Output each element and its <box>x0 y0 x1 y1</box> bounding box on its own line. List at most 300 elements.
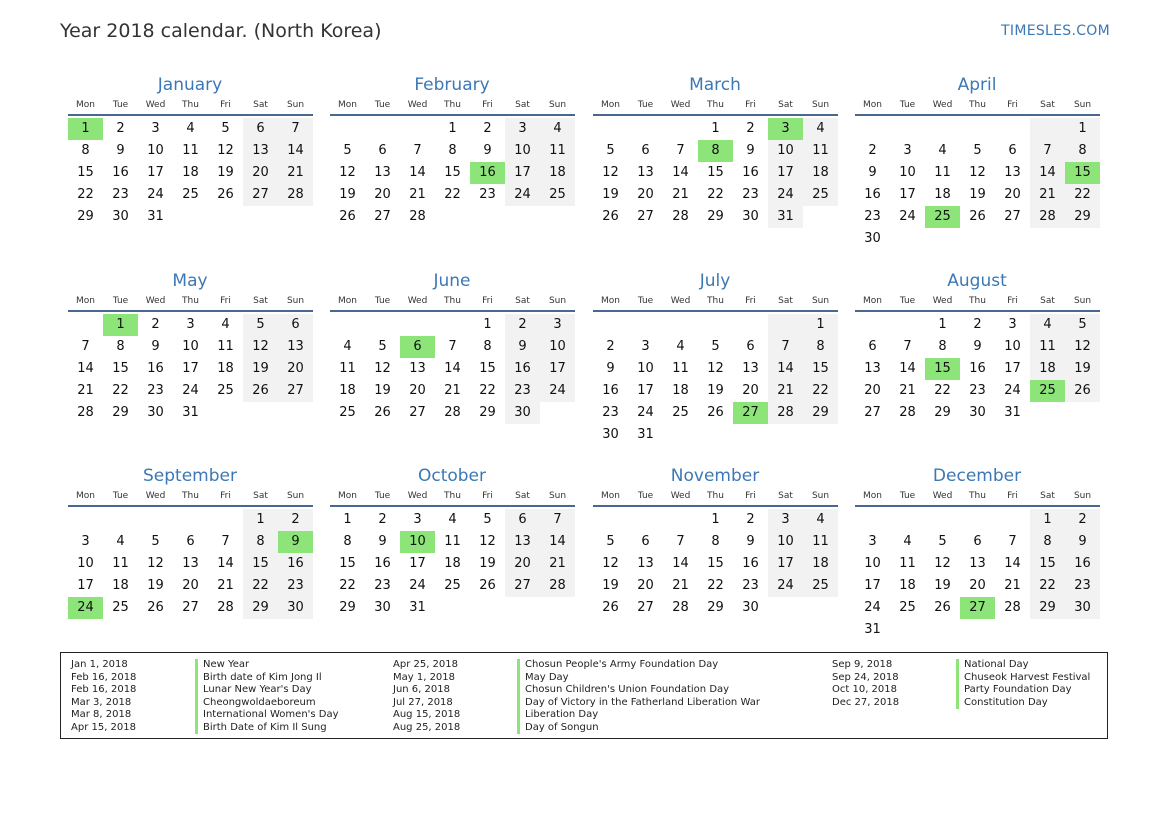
legend-date: Jun 6, 2018 <box>393 684 450 695</box>
month-name: November <box>670 466 760 486</box>
empty-cell <box>890 509 925 531</box>
day-cell: 22 <box>444 187 461 202</box>
day-cell: 13 <box>864 361 881 376</box>
day-cell: 31 <box>147 209 164 224</box>
legend-date: Jul 27, 2018 <box>393 696 453 708</box>
day-cell: 11 <box>803 140 838 162</box>
empty-cell <box>925 118 960 140</box>
empty-cell <box>960 118 995 140</box>
legend-date: Oct 10, 2018 <box>832 684 897 695</box>
weekday-label: Sun <box>1073 100 1092 110</box>
day-cell: 13 <box>374 165 391 180</box>
weekday-label: Thu <box>182 100 199 110</box>
day-cell: 12 <box>147 556 164 571</box>
holiday-day-cell: 1 <box>103 314 138 336</box>
day-cell: 30 <box>278 597 313 619</box>
day-cell: 7 <box>676 143 685 158</box>
day-cell: 20 <box>864 383 881 398</box>
day-cell: 23 <box>969 383 986 398</box>
legend-row <box>71 697 339 710</box>
day-cell: 21 <box>672 187 689 202</box>
weekday-label: Mon <box>863 296 882 306</box>
weekday-header <box>855 296 1100 312</box>
weekday-label: Fri <box>482 100 493 110</box>
weekday-label: Sun <box>811 491 830 501</box>
day-cell: 10 <box>768 140 803 162</box>
day-cell: 29 <box>803 402 838 424</box>
day-cell: 19 <box>934 578 951 593</box>
empty-cell <box>995 118 1030 140</box>
empty-cell <box>925 509 960 531</box>
day-cell: 23 <box>278 575 313 597</box>
day-cell: 28 <box>77 405 94 420</box>
legend-row <box>71 672 339 685</box>
legend-holiday-name: Chuseok Harvest Festival <box>956 672 1090 685</box>
day-cell: 2 <box>505 314 540 336</box>
weekday-header <box>330 296 575 312</box>
day-cell: 23 <box>505 380 540 402</box>
day-cell: 13 <box>969 556 986 571</box>
weekday-label: Tue <box>374 491 391 501</box>
month-name: October <box>417 466 487 486</box>
day-cell: 26 <box>147 600 164 615</box>
day-cell: 29 <box>707 600 724 615</box>
weekday-label: Mon <box>76 100 95 110</box>
day-cell: 22 <box>803 380 838 402</box>
empty-cell <box>663 314 698 336</box>
day-cell: 25 <box>672 405 689 420</box>
weekday-label: Wed <box>407 296 428 306</box>
month-january <box>68 74 313 228</box>
day-cell: 10 <box>77 556 94 571</box>
day-cell: 17 <box>768 162 803 184</box>
legend-holiday-name: Constitution Day <box>956 697 1048 710</box>
day-cell: 15 <box>479 361 496 376</box>
weekday-label: Wed <box>145 296 166 306</box>
day-cell: 9 <box>1065 531 1100 553</box>
weekday-label: Thu <box>444 100 461 110</box>
month-march <box>593 74 838 228</box>
day-cell: 14 <box>278 140 313 162</box>
legend-date: Aug 25, 2018 <box>393 721 461 733</box>
day-cell: 19 <box>147 578 164 593</box>
day-cell: 17 <box>540 358 575 380</box>
weekday-label: Tue <box>374 100 391 110</box>
day-cell: 15 <box>243 553 278 575</box>
day-cell: 7 <box>448 339 457 354</box>
day-cell: 7 <box>278 118 313 140</box>
day-cell: 16 <box>278 553 313 575</box>
day-cell: 26 <box>1065 380 1100 402</box>
empty-cell <box>960 509 995 531</box>
day-cell: 1 <box>711 512 720 527</box>
day-cell: 22 <box>479 383 496 398</box>
day-cell: 29 <box>77 209 94 224</box>
weekday-header <box>593 296 838 312</box>
weekday-label: Sat <box>515 491 530 501</box>
day-cell: 21 <box>409 187 426 202</box>
day-cell: 29 <box>479 405 496 420</box>
day-cell: 3 <box>186 317 195 332</box>
day-cell: 24 <box>409 578 426 593</box>
day-cell: 27 <box>637 209 654 224</box>
day-cell: 28 <box>1004 600 1021 615</box>
day-cell: 27 <box>864 405 881 420</box>
holiday-day-cell: 8 <box>698 140 733 162</box>
day-cell: 28 <box>540 575 575 597</box>
day-cell: 25 <box>803 575 838 597</box>
weekday-label: Mon <box>863 100 882 110</box>
weekday-label: Fri <box>220 296 231 306</box>
weekday-label: Sat <box>778 491 793 501</box>
day-cell: 22 <box>1065 184 1100 206</box>
day-cell: 5 <box>221 121 230 136</box>
day-cell: 11 <box>540 140 575 162</box>
day-cell: 29 <box>243 597 278 619</box>
weekday-label: Thu <box>707 491 724 501</box>
month-december <box>855 465 1100 641</box>
weekday-label: Thu <box>182 296 199 306</box>
legend-row <box>71 709 339 722</box>
holiday-day-cell: 25 <box>925 206 960 228</box>
weekday-label: Sat <box>253 100 268 110</box>
day-cell: 28 <box>217 600 234 615</box>
day-cell: 27 <box>182 600 199 615</box>
empty-cell <box>208 509 243 531</box>
month-september <box>68 465 313 619</box>
day-cell: 18 <box>672 383 689 398</box>
weekday-label: Mon <box>601 296 620 306</box>
day-cell: 28 <box>899 405 916 420</box>
day-cell: 4 <box>903 534 912 549</box>
legend-row <box>71 722 339 735</box>
day-cell: 21 <box>217 578 234 593</box>
day-cell: 25 <box>444 578 461 593</box>
weekday-header <box>855 491 1100 507</box>
day-cell: 12 <box>969 165 986 180</box>
legend-date: May 1, 2018 <box>393 671 456 683</box>
day-cell: 9 <box>746 534 755 549</box>
day-cell: 20 <box>243 162 278 184</box>
day-cell: 18 <box>899 578 916 593</box>
holiday-day-cell: 27 <box>960 597 995 619</box>
day-cell: 30 <box>864 231 881 246</box>
day-cell: 31 <box>637 427 654 442</box>
empty-cell <box>330 314 365 336</box>
day-grid <box>855 314 1100 424</box>
brand-link[interactable]: TIMESLES.COM <box>1001 23 1110 39</box>
empty-cell <box>628 118 663 140</box>
day-cell: 12 <box>243 336 278 358</box>
empty-cell <box>663 118 698 140</box>
day-cell: 15 <box>707 165 724 180</box>
day-cell: 17 <box>864 578 881 593</box>
holiday-day-cell: 27 <box>733 402 768 424</box>
day-cell: 18 <box>540 162 575 184</box>
day-cell: 7 <box>413 143 422 158</box>
day-cell: 11 <box>112 556 129 571</box>
month-may <box>68 270 313 424</box>
weekday-label: Tue <box>637 296 654 306</box>
day-cell: 28 <box>768 402 803 424</box>
day-cell: 2 <box>151 317 160 332</box>
day-cell: 27 <box>374 209 391 224</box>
day-cell: 14 <box>409 165 426 180</box>
day-cell: 29 <box>112 405 129 420</box>
empty-cell <box>103 509 138 531</box>
day-cell: 14 <box>217 556 234 571</box>
day-cell: 15 <box>1030 553 1065 575</box>
day-cell: 2 <box>116 121 125 136</box>
weekday-header <box>593 491 838 507</box>
day-cell: 20 <box>742 383 759 398</box>
empty-cell <box>593 509 628 531</box>
weekday-label: Fri <box>745 491 756 501</box>
day-cell: 17 <box>1004 361 1021 376</box>
legend-row <box>393 672 760 685</box>
day-cell: 27 <box>243 184 278 206</box>
day-grid <box>68 509 313 619</box>
weekday-label: Thu <box>969 491 986 501</box>
day-cell: 8 <box>448 143 457 158</box>
day-cell: 9 <box>483 143 492 158</box>
day-cell: 21 <box>899 383 916 398</box>
day-cell: 19 <box>479 556 496 571</box>
day-cell: 5 <box>483 512 492 527</box>
day-cell: 23 <box>147 383 164 398</box>
day-cell: 17 <box>77 578 94 593</box>
day-cell: 5 <box>606 534 615 549</box>
empty-cell <box>68 314 103 336</box>
day-grid <box>330 314 575 424</box>
day-cell: 3 <box>413 512 422 527</box>
weekday-label: Sat <box>778 100 793 110</box>
day-cell: 16 <box>602 383 619 398</box>
weekday-label: Thu <box>707 100 724 110</box>
day-cell: 18 <box>112 578 129 593</box>
weekday-label: Thu <box>969 100 986 110</box>
legend-date: Feb 16, 2018 <box>71 671 137 683</box>
day-cell: 21 <box>77 383 94 398</box>
empty-cell <box>628 509 663 531</box>
legend-date: Apr 25, 2018 <box>393 659 459 670</box>
weekday-label: Mon <box>863 491 882 501</box>
day-cell: 14 <box>540 531 575 553</box>
day-cell: 1 <box>343 512 352 527</box>
day-cell: 24 <box>505 184 540 206</box>
day-cell: 4 <box>1030 314 1065 336</box>
day-cell: 16 <box>374 556 391 571</box>
weekday-label: Mon <box>76 296 95 306</box>
empty-cell <box>698 314 733 336</box>
day-cell: 4 <box>938 143 947 158</box>
legend-holiday-name: New Year <box>195 659 249 672</box>
day-cell: 23 <box>479 187 496 202</box>
day-cell: 15 <box>803 358 838 380</box>
month-name: September <box>143 466 237 486</box>
day-cell: 24 <box>540 380 575 402</box>
legend-holiday-name: Birth Date of Kim Il Sung <box>195 722 327 735</box>
holiday-day-cell: 1 <box>68 118 103 140</box>
day-cell: 13 <box>637 165 654 180</box>
day-cell: 5 <box>711 339 720 354</box>
day-cell: 6 <box>641 143 650 158</box>
day-cell: 11 <box>672 361 689 376</box>
legend-row <box>393 709 760 722</box>
day-cell: 8 <box>81 143 90 158</box>
weekday-label: Wed <box>932 100 953 110</box>
month-name: May <box>172 271 208 291</box>
day-cell: 30 <box>505 402 540 424</box>
day-cell: 4 <box>803 509 838 531</box>
day-cell: 1 <box>243 509 278 531</box>
weekday-header <box>68 296 313 312</box>
day-cell: 10 <box>864 556 881 571</box>
weekday-label: Sat <box>1040 491 1055 501</box>
weekday-label: Tue <box>374 296 391 306</box>
day-cell: 24 <box>864 600 881 615</box>
day-grid <box>855 118 1100 250</box>
day-grid <box>855 509 1100 641</box>
weekday-label: Fri <box>220 100 231 110</box>
day-cell: 26 <box>707 405 724 420</box>
empty-cell <box>138 509 173 531</box>
weekday-label: Fri <box>1007 296 1018 306</box>
day-cell: 11 <box>1030 336 1065 358</box>
empty-cell <box>173 509 208 531</box>
legend-holiday-name: Cheongwoldaeboreum <box>195 697 316 710</box>
weekday-header <box>593 100 838 116</box>
day-cell: 7 <box>768 336 803 358</box>
holiday-day-cell: 9 <box>278 531 313 553</box>
day-cell: 24 <box>147 187 164 202</box>
day-cell: 28 <box>444 405 461 420</box>
weekday-label: Sun <box>286 296 305 306</box>
day-cell: 12 <box>707 361 724 376</box>
weekday-label: Sun <box>811 100 830 110</box>
weekday-label: Wed <box>145 491 166 501</box>
day-grid <box>593 314 838 446</box>
legend-holiday-name: Lunar New Year's Day <box>195 684 312 697</box>
day-cell: 10 <box>147 143 164 158</box>
legend-date: Sep 24, 2018 <box>832 671 899 683</box>
day-cell: 19 <box>602 578 619 593</box>
day-cell: 24 <box>637 405 654 420</box>
day-cell: 3 <box>768 509 803 531</box>
day-cell: 23 <box>602 405 619 420</box>
weekday-label: Tue <box>637 491 654 501</box>
day-cell: 13 <box>742 361 759 376</box>
weekday-label: Sun <box>286 100 305 110</box>
empty-cell <box>400 118 435 140</box>
day-cell: 30 <box>742 600 759 615</box>
weekday-label: Mon <box>601 491 620 501</box>
day-cell: 1 <box>938 317 947 332</box>
day-cell: 14 <box>672 556 689 571</box>
day-cell: 5 <box>378 339 387 354</box>
weekday-label: Sat <box>515 296 530 306</box>
day-cell: 11 <box>803 531 838 553</box>
day-cell: 12 <box>602 556 619 571</box>
day-cell: 13 <box>1004 165 1021 180</box>
holiday-day-cell: 3 <box>768 118 803 140</box>
weekday-label: Sun <box>548 491 567 501</box>
day-cell: 23 <box>742 187 759 202</box>
day-cell: 4 <box>186 121 195 136</box>
day-cell: 29 <box>707 209 724 224</box>
day-cell: 7 <box>540 509 575 531</box>
day-cell: 26 <box>969 209 986 224</box>
weekday-label: Wed <box>670 296 691 306</box>
day-cell: 14 <box>1004 556 1021 571</box>
day-cell: 18 <box>803 553 838 575</box>
weekday-label: Fri <box>1007 100 1018 110</box>
day-grid <box>593 509 838 619</box>
empty-cell <box>365 118 400 140</box>
day-cell: 13 <box>637 556 654 571</box>
month-name: April <box>957 75 997 95</box>
day-cell: 14 <box>899 361 916 376</box>
day-cell: 26 <box>374 405 391 420</box>
day-cell: 7 <box>81 339 90 354</box>
day-cell: 21 <box>768 380 803 402</box>
day-cell: 6 <box>243 118 278 140</box>
day-cell: 13 <box>243 140 278 162</box>
day-cell: 23 <box>864 209 881 224</box>
day-cell: 3 <box>903 143 912 158</box>
day-cell: 4 <box>540 118 575 140</box>
day-cell: 30 <box>112 209 129 224</box>
holiday-day-cell: 15 <box>925 358 960 380</box>
day-cell: 28 <box>1030 206 1065 228</box>
day-cell: 14 <box>444 361 461 376</box>
day-cell: 14 <box>768 358 803 380</box>
holiday-day-cell: 16 <box>470 162 505 184</box>
day-cell: 19 <box>339 187 356 202</box>
day-cell: 20 <box>637 187 654 202</box>
day-cell: 10 <box>182 339 199 354</box>
day-cell: 25 <box>540 184 575 206</box>
weekday-label: Wed <box>932 491 953 501</box>
day-cell: 30 <box>1065 597 1100 619</box>
day-cell: 28 <box>409 209 426 224</box>
day-cell: 2 <box>606 339 615 354</box>
day-cell: 27 <box>1004 209 1021 224</box>
day-cell: 30 <box>969 405 986 420</box>
day-cell: 4 <box>676 339 685 354</box>
weekday-label: Sun <box>548 100 567 110</box>
day-cell: 17 <box>147 165 164 180</box>
day-cell: 12 <box>602 165 619 180</box>
day-cell: 19 <box>707 383 724 398</box>
day-cell: 16 <box>864 187 881 202</box>
day-cell: 31 <box>1004 405 1021 420</box>
weekday-label: Sun <box>811 296 830 306</box>
day-cell: 26 <box>339 209 356 224</box>
day-cell: 26 <box>934 600 951 615</box>
day-cell: 20 <box>374 187 391 202</box>
day-cell: 27 <box>637 600 654 615</box>
day-cell: 9 <box>505 336 540 358</box>
day-cell: 7 <box>1030 140 1065 162</box>
day-cell: 25 <box>339 405 356 420</box>
empty-cell <box>330 118 365 140</box>
holiday-day-cell: 10 <box>400 531 435 553</box>
month-name: January <box>157 75 223 95</box>
month-november <box>593 465 838 619</box>
holiday-day-cell: 24 <box>68 597 103 619</box>
day-cell: 21 <box>1004 578 1021 593</box>
